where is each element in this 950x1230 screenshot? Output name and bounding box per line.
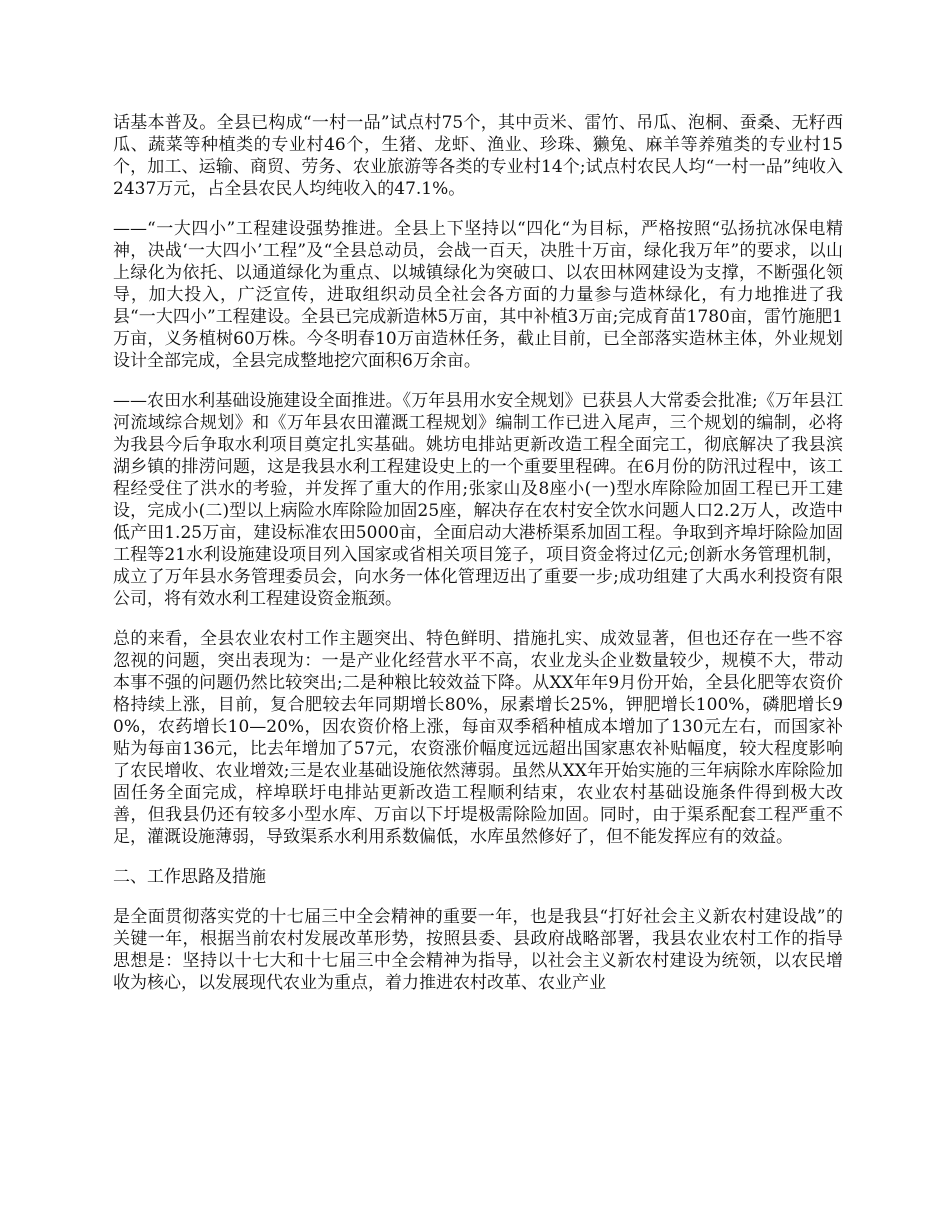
section-heading: 二、工作思路及措施	[113, 867, 266, 887]
document-page	[113, 112, 843, 1012]
paragraph-afforestation-project: ——“一大四小”工程建设强势推进。全县上下坚持以“四化“为目标，严格按照“弘扬抗冰保电精神，决战‘一大四小’工程”及“全县总动员，会战一百天，决胜十万亩，绿化我万年”的要求，以山上绿化为依托、以通道绿化为重点、以城镇绿化为突破口、以农田林网建设为支撑，不断强化领导，加大投入，广泛宣传，进取组织动员全社会各方面的力量参与造林绿化，有力地推进了我县“一大四小”工程建设。全县已完成新造林5万亩，其中补植3万亩;完成育苗1780亩，雷竹施肥1万亩，义务植树60万株。今冬明春10万亩造林任务，截止目前，已全部落实造林主体，外业规划设计全部完成，全县完成整地挖穴面积6万余亩。	[113, 219, 843, 371]
paragraph-problems-summary: 总的来看，全县农业农村工作主题突出、特色鲜明、措施扎实、成效显著，但也还存在一些不容忽视的问题，突出表现为：一是产业化经营水平不高，农业龙头企业数量较少，规模不大，带动本事不强的问题仍然比较突出;二是种粮比较效益下降。从XX年年9月份开始，全县化肥等农资价格持续上涨，目前，复合肥较去年同期增长80%，尿素增长25%，钾肥增长100%，磷肥增长90%，农药增长10—20%，因农资价格上涨，每亩双季稻种植成本增加了130元左右，而国家补贴为每亩136元，比去年增加了57元，农资涨价幅度远远超出国家惠农补贴幅度，较大程度影响了农民增收、农业增效;三是农业基础设施依然薄弱。虽然从XX年开始实施的三年病除水库除险加固任务全面完成，梓埠联圩电排站更新改造工程顺利结束，农业农村基础设施条件得到极大改善，但我县仍还有较多小型水库、万亩以下圩堤极需除险加固。同时，由于渠系配套工程严重不足，灌溉设施薄弱，导致渠系水利用系数偏低，水库虽然修好了，但不能发挥应有的效益。	[113, 629, 843, 847]
paragraph-water-conservancy: ——农田水利基础设施建设全面推进。《万年县用水安全规划》已获县人大常委会批准;《万年县江河流域综合规划》和《万年县农田灌溉工程规划》编制工作已进入尾声，三个规划的编制，必将为我县今后争取水利项目奠定扎实基础。姚坊电排站更新改造工程全面完工，彻底解决了我县滨湖乡镇的排涝问题，这是我县水利工程建设史上的一个重要里程碑。在6月份的防汛过程中，该工程经受住了洪水的考验，并发挥了重大的作用;张家山及8座小(一)型水库除险加固工程已开工建设，完成小(二)型以上病险水库除险加固25座，解决存在农村安全饮水问题人口2.2万人，改造中低产田1.25万亩，建设标准农田5000亩，全面启动大港桥渠系加固工程。争取到齐埠圩除险加固工程等21水利设施建设项目列入国家或省相关项目笼子，项目资金将过亿元;创新水务管理机制，成立了万年县水务管理委员会，向水务一体化管理迈出了重要一步;成功组建了大禹水利投资有限公司，将有效水利工程建设资金瓶颈。	[113, 391, 843, 609]
paragraph-one-village-one-product: 话基本普及。全县已构成“一村一品”试点村75个，其中贡米、雷竹、吊瓜、泡桐、蚕桑、无籽西瓜、蔬菜等种植类的专业村46个，生猪、龙虾、渔业、珍珠、獭兔、麻羊等养殖类的专业村15个，加工、运输、商贸、劳务、农业旅游等各类的专业村14个;试点村农民人均“一村一品”纯收入2437万元，占全县农民人均纯收入的47.1%。	[113, 113, 843, 199]
paragraph-guiding-ideology: 是全面贯彻落实党的十七届三中全会精神的重要一年，也是我县“打好社会主义新农村建设战”的关键一年，根据当前农村发展改革形势，按照县委、县政府战略部署，我县农业农村工作的指导思想是：坚持以十七大和十七届三中全会精神为指导，以社会主义新农村建设为统领，以农民增收为核心，以发展现代农业为重点，着力推进农村改革、农业产业	[113, 907, 843, 993]
